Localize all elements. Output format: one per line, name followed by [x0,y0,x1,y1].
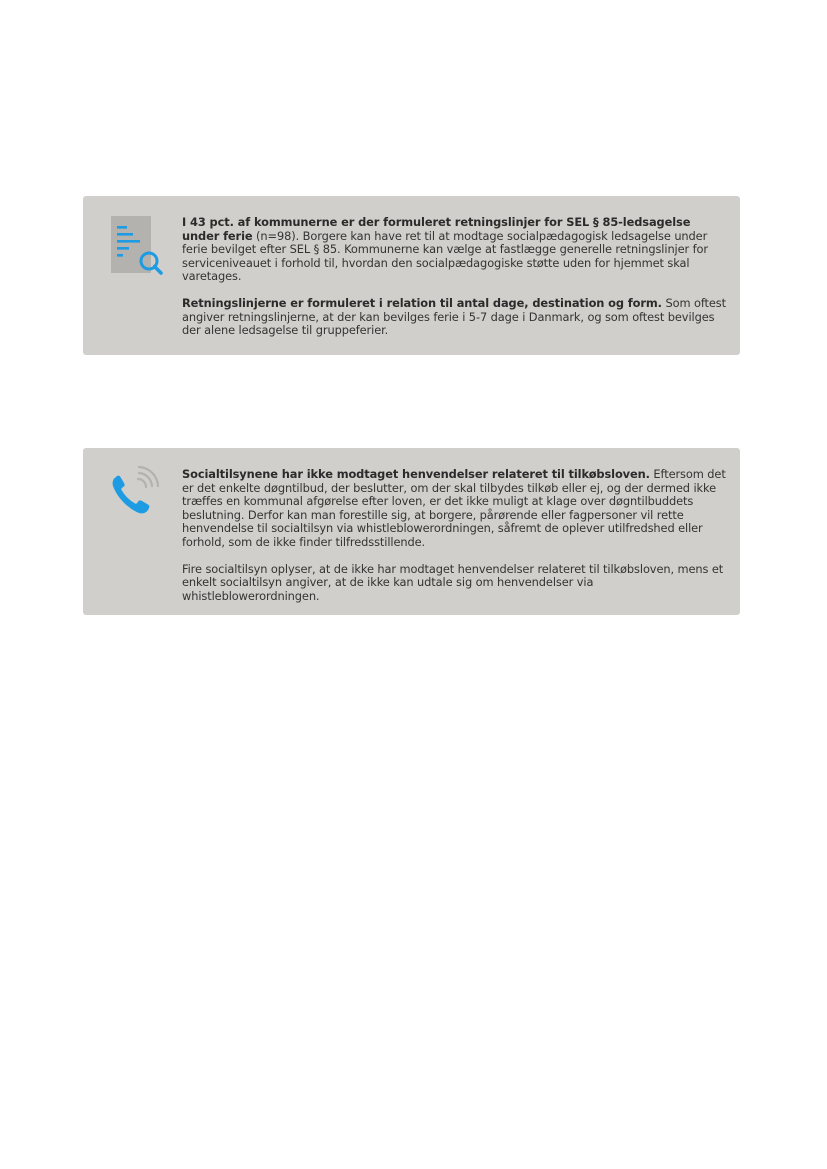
info-box-text [182,216,730,338]
paragraph-body: (n=98). Borgere kan have ret til at modtage socialpædagogisk ledsagelse under ferie bevilget efter SEL § 85. Kommunerne kan vælge at fastlægge generelle retningslinjer for serviceniveauet i forhold til, hvordan den socialpædagogiske støtte uden for hjemmet skal varetages. [182,228,708,284]
paragraph [182,297,730,338]
paragraph-body: Som oftest angiver retningslinjerne, at der kan bevilges ferie i 5-7 dage i Danmark, og som oftest bevilges der alene ledsagelse til gruppeferier. [182,295,727,338]
paragraph [182,563,730,604]
info-box-guidelines [83,196,740,355]
info-box-text [182,468,730,603]
paragraph-lead: I 43 pct. af kommunerne er der formuleret retningslinjer for SEL § 85-ledsagelse under ferie [182,215,691,243]
paragraph [182,468,730,550]
info-box-complaints [83,448,740,615]
paragraph-lead: Socialtilsynene har ikke modtaget henvendelser relateret til tilkøbsloven. [182,467,650,481]
paragraph-body: Fire socialtilsyn oplyser, at de ikke har modtaget henvendelser relateret til tilkøbsloven, mens et enkelt socialtilsyn angiver, at de ikke kan udtale sig om henvendelser via whistleblowerordningen. [182,561,724,603]
phone-ringing-icon [109,465,161,523]
paragraph [182,216,730,284]
document-search-icon [109,215,165,281]
paragraph-lead: Retningslinjerne er formuleret i relation til antal dage, destination og form. [182,295,662,310]
paragraph-body: Eftersom det er det enkelte døgntilbud, der beslutter, om der skal tilbydes tilkøb eller ej, og der dermed ikke træffes en kommunal afgørelse efter loven, er det ikke muligt at klage over døgntilbuddets beslutning. Derfor kan man forestille sig, at borgere, pårørende eller fagpersoner vil rette henvendelse til socialtilsyn via whistleblowerordningen, såfremt de oplever utilfredshed eller forhold, som de ikke finder tilfredsstillende. [182,467,726,549]
